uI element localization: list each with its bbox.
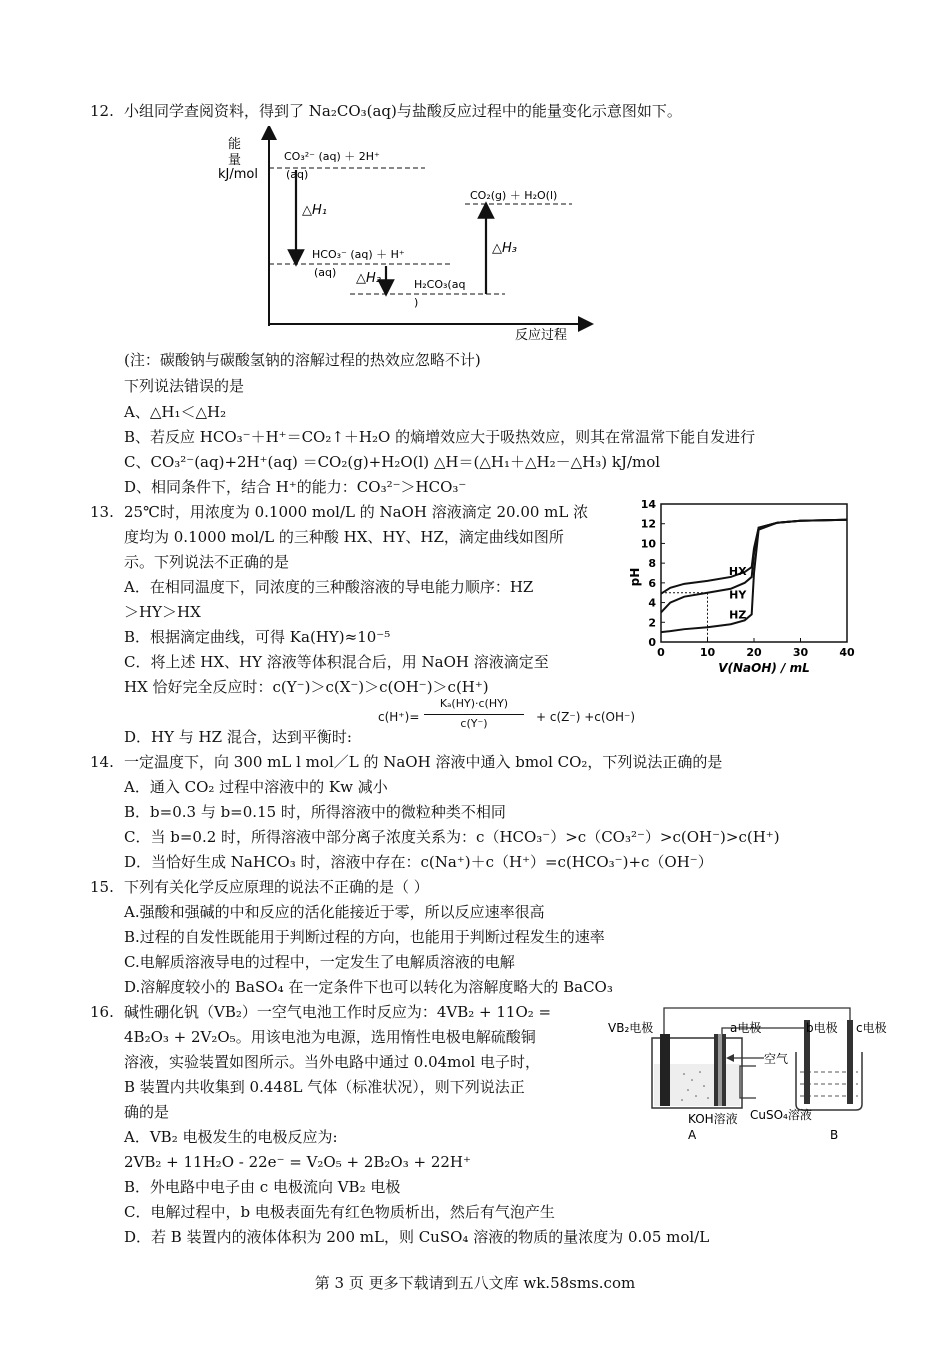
q14-option-c: C．当 b=0.2 时，所得溶液中部分离子浓度关系为：c（HCO₃⁻）>c（CO₃²⁻）>c(OH⁻)>c(H⁺) [124, 828, 780, 846]
q14-option-b: B．b=0.3 与 b=0.15 时，所得溶液中的微粒种类不相同 [124, 803, 506, 821]
electrolysis-apparatus [604, 1002, 896, 1144]
q13-option-c-2: HX 恰好完全反应时：c(Y⁻)＞c(X⁻)＞c(OH⁻)＞c(H⁺) [124, 678, 489, 696]
xlabel: 反应过程 [515, 328, 568, 343]
level-3-label-a: H₂CO₃(aq [414, 278, 466, 291]
label-koh: KOH溶液 [688, 1112, 738, 1126]
q13-formula [378, 696, 648, 736]
q13-number: 13. [90, 503, 114, 521]
y-tick-label: 4 [648, 596, 656, 610]
label-c-electrode: c电极 [856, 1021, 887, 1035]
label-cuso4: CuSO₄溶液 [750, 1108, 812, 1122]
label-b: B [830, 1128, 839, 1142]
x-tick-label: 10 [699, 646, 716, 659]
q13-option-a-1: A．在相同温度下，同浓度的三种酸溶液的导电能力顺序：HZ [124, 578, 534, 596]
q12-option-b: B、若反应 HCO₃⁻＋H⁺＝CO₂↑＋H₂O 的熵增效应大于吸热效应，则其在常温常下能自发进行 [124, 428, 756, 446]
y-tick-label: 6 [648, 576, 656, 590]
q12-option-c: C、CO₃²⁻(aq)+2H⁺(aq) ＝CO₂(g)+H₂O(l) △H＝(△H₁＋△H₂－△H₃) kJ/mol [124, 453, 661, 471]
ylabel-3: kJ/mol [218, 167, 258, 182]
series-label-hy: HY [729, 588, 747, 602]
series-line-hz [661, 520, 847, 632]
label-air: 空气 [764, 1052, 789, 1066]
q16-number: 16. [90, 1003, 114, 1021]
q13-option-b: B．根据滴定曲线，可得 Ka(HY)≈10⁻⁵ [124, 628, 391, 646]
q16-stem-1: 碱性硼化钒（VB₂）一空气电池工作时反应为：4VB₂ + 11O₂ = [124, 1003, 552, 1021]
series-label-hx: HX [728, 564, 747, 578]
q12-note: (注：碳酸钠与碳酸氢钠的溶解过程的热效应忽略不计) [124, 351, 481, 369]
q13-stem-2: 度均为 0.1000 mol/L 的三种酸 HX、HY、HZ，滴定曲线如图所 [124, 528, 564, 546]
q15-option-d: D.溶解度较小的 BaSO₄ 在一定条件下也可以转化为溶解度略大的 BaCO₃ [124, 978, 613, 996]
q16-stem-4: B 装置内共收集到 0.448L 气体（标准状况），则下列说法正 [124, 1078, 525, 1096]
formula-numerator: Kₐ(HY)·c(HY) [439, 697, 509, 710]
level-3-label-b: ) [414, 296, 419, 309]
y-tick-label: 0 [648, 636, 656, 649]
q13-option-d: D．HY 与 HZ 混合，达到平衡时: [124, 728, 352, 746]
q15-option-a: A.强酸和强碱的中和反应的活化能接近于零，所以反应速率很高 [124, 903, 545, 921]
q16-option-c: C．电解过程中，b 电极表面先有红色物质析出，然后有气泡产生 [124, 1203, 555, 1221]
label-a: A [688, 1128, 697, 1142]
x-tick-label: 0 [657, 646, 665, 659]
label-vb2: VB₂电极 [608, 1021, 654, 1035]
q12-stem: 小组同学查阅资料，得到了 Na₂CO₃(aq)与盐酸反应过程中的能量变化示意图如下。 [124, 102, 682, 120]
titration-chart [625, 494, 860, 678]
q13-stem-3: 示。下列说法不正确的是 [124, 553, 290, 571]
q14-option-d: D．当恰好生成 NaHCO₃ 时，溶液中存在：c(Na⁺)＋c（H⁺）=c(HCO₃⁻)+c（OH⁻） [124, 853, 713, 871]
dh1-label: △H₁ [302, 203, 327, 218]
level-1-label-a: CO₃²⁻ (aq) ＋ 2H⁺ [284, 150, 380, 163]
x-tick-label: 40 [839, 646, 855, 659]
formula-lhs: c(H⁺)= [378, 710, 420, 724]
y-axis-label: pH [628, 567, 642, 587]
series-label-hz: HZ [729, 608, 747, 622]
label-b-electrode: b电极 [806, 1021, 838, 1035]
q14-stem: 一定温度下，向 300 mL l mol／L 的 NaOH 溶液中通入 bmol CO₂，下列说法正确的是 [124, 753, 723, 771]
y-tick-label: 14 [640, 498, 656, 511]
level-2-label-a: HCO₃⁻ (aq) ＋ H⁺ [312, 248, 405, 261]
y-tick-label: 12 [640, 517, 656, 531]
q12-number: 12. [90, 102, 114, 120]
q15-option-b: B.过程的自发性既能用于判断过程的方向，也能用于判断过程发生的速率 [124, 928, 605, 946]
q15-option-c: C.电解质溶液导电的过程中，一定发生了电解质溶液的电解 [124, 953, 515, 971]
q15-stem: 下列有关化学反应原理的说法不正确的是（ ） [124, 878, 429, 896]
q13-option-c-1: C．将上述 HX、HY 溶液等体积混合后，用 NaOH 溶液滴定至 [124, 653, 549, 671]
q14-option-a: A．通入 CO₂ 过程中溶液中的 Kw 减小 [124, 778, 388, 796]
page-footer: 第 3 页 更多下载请到五八文库 wk.58sms.com [314, 1274, 636, 1292]
level-4-label: CO₂(g) ＋ H₂O(l) [470, 189, 558, 202]
x-axis-label: V(NaOH) / mL [718, 661, 810, 675]
q13-stem-1: 25℃时，用浓度为 0.1000 mol/L 的 NaOH 溶液滴定 20.00 mL 浓 [124, 503, 589, 521]
label-a-electrode: a电极 [730, 1021, 762, 1035]
ylabel-2: 量 [228, 153, 242, 168]
dh2-label: △H₂ [356, 271, 381, 286]
q16-stem-2: 4B₂O₃ + 2V₂O₅。用该电池为电源，选用惰性电极电解硫酸铜 [124, 1028, 536, 1046]
a-electrode-inner [718, 1034, 722, 1106]
y-tick-label: 2 [648, 616, 656, 630]
q12-option-a: A、△H₁＜△H₂ [124, 403, 227, 421]
q16-option-b: B．外电路中电子由 c 电极流向 VB₂ 电极 [124, 1178, 401, 1196]
dh3-label: △H₃ [492, 241, 517, 256]
level-1-label-b: (aq) [286, 168, 309, 181]
q13-option-a-2: ＞HY＞HX [124, 603, 201, 621]
formula-rhs: + c(Z⁻) +c(OH⁻) [536, 710, 636, 724]
formula-denominator: c(Y⁻) [460, 717, 488, 730]
y-tick-label: 10 [640, 537, 656, 551]
energy-diagram [210, 126, 610, 346]
formula-bar [424, 714, 524, 715]
c-electrode [847, 1020, 853, 1104]
q14-number: 14. [90, 753, 114, 771]
q16-option-d: D．若 B 装置内的液体体积为 200 mL，则 CuSO₄ 溶液的物质的量浓度为 0.05 mol/L [124, 1228, 710, 1246]
q16-stem-3: 溶液，实验装置如图所示。当外电路中通过 0.04mol 电子时， [124, 1053, 540, 1071]
q16-stem-5: 确的是 [124, 1103, 170, 1121]
q16-option-a-2: 2VB₂ + 11H₂O - 22e⁻ = V₂O₅ + 2B₂O₃ + 22H⁺ [124, 1153, 471, 1171]
q12-option-d: D、相同条件下，结合 H⁺的能力：CO₃²⁻＞HCO₃⁻ [124, 478, 467, 496]
x-tick-label: 30 [792, 646, 809, 659]
q15-number: 15. [90, 878, 114, 896]
q12-ask: 下列说法错误的是 [124, 377, 245, 395]
vb2-electrode [660, 1034, 670, 1106]
y-tick-label: 8 [648, 557, 656, 571]
x-tick-label: 20 [746, 646, 762, 659]
ylabel-1: 能 [228, 137, 242, 152]
q16-option-a-1: A．VB₂ 电极发生的电极反应为: [124, 1128, 338, 1146]
level-2-label-b: (aq) [314, 266, 337, 279]
